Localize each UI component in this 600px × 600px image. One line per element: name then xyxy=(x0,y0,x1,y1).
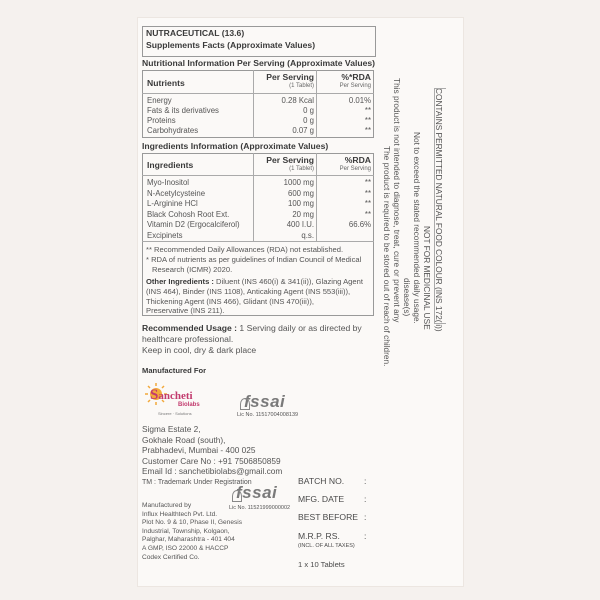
vertical-disclaimer: This product is not intended to diagnose, treat, cure or prevent any xyxy=(392,78,402,323)
batch-no-label: BATCH NO. xyxy=(298,476,345,486)
ingredients-col-rda: %RDA xyxy=(344,155,371,165)
ingredients-col-serving: Per Serving xyxy=(266,155,314,165)
mfg-date-label: MFG. DATE xyxy=(298,494,345,504)
address-line2: Gokhale Road (south), xyxy=(142,434,226,445)
address-line1: Sigma Estate 2, xyxy=(142,424,201,434)
table-row xyxy=(147,106,371,116)
cell-rda: 66.6% xyxy=(348,220,371,229)
email: Email Id : sanchetibiolabs@gmail.com xyxy=(142,466,283,476)
cell-rda: ** xyxy=(364,126,371,135)
ingredients-col-rda-sub: Per Serving xyxy=(339,166,371,172)
address-block xyxy=(142,424,282,488)
nutrition-title: Nutritional Information Per Serving (Approximate Values) xyxy=(142,58,376,68)
fssai-arc-icon xyxy=(240,398,250,410)
cell-name: Black Cohosh Root Ext. xyxy=(147,209,230,219)
manufacturer-address-3: Palghar, Maharashtra - 401 404 xyxy=(142,536,235,544)
cell-name: Myo-Inositol xyxy=(147,178,190,187)
rda-guideline-2: Research (ICMR) 2020. xyxy=(152,265,233,274)
mfg-colon: : xyxy=(364,494,367,504)
cell-serving: 20 mg xyxy=(292,209,314,219)
cell-serving: 600 mg xyxy=(287,188,314,198)
ingredients-col-serving-sub: (1 Tablet) xyxy=(289,166,314,172)
ingredients-rows xyxy=(147,178,371,241)
table-row xyxy=(147,231,371,242)
table-row xyxy=(147,116,371,126)
rda-guideline-1: * RDA of nutrients as per guidelines of Indian Council of Medical xyxy=(146,255,362,264)
header-line2: Supplements Facts (Approximate Values) xyxy=(146,40,316,50)
ingredients-col-name: Ingredients xyxy=(147,160,194,170)
other-ingredients xyxy=(146,277,363,286)
cell-rda: ** xyxy=(364,116,371,125)
table-row xyxy=(147,189,371,200)
mrp-label: M.R.P. RS. xyxy=(298,531,340,541)
customer-care: Customer Care No : +91 7506850859 xyxy=(142,455,281,466)
rda-note: ** Recommended Daily Allowances (RDA) not established. xyxy=(146,245,344,254)
brand-logo xyxy=(144,380,204,418)
fssai-logo-2: fssai xyxy=(236,483,278,502)
manufactured-by-label: Manufactured by xyxy=(142,502,192,509)
nutrition-col-serving: Per Serving xyxy=(266,72,314,82)
manufacturer-name: Influx Healthtech Pvt. Ltd. xyxy=(142,510,218,518)
cell-rda: ** xyxy=(364,106,371,115)
cell-serving: 100 mg xyxy=(287,199,314,208)
ingredients-title: Ingredients Information (Approximate Values) xyxy=(142,141,329,151)
mrp-incl-taxes: (INCL. OF ALL TAXES) xyxy=(298,543,355,549)
other-ingredients-label: Other Ingredients : xyxy=(146,277,214,286)
certification-1: A GMP, ISO 22000 & HACCP xyxy=(142,544,229,552)
table-row xyxy=(147,178,371,189)
nutrition-col-rda: %*RDA xyxy=(341,72,371,82)
manufacturer-address-2: Industrial, Township, Kolgaon, xyxy=(142,527,230,535)
storage-instruction: Keep in cool, dry & dark place xyxy=(142,345,257,355)
usage-label: Recommended Usage : xyxy=(142,323,238,333)
table-row xyxy=(147,220,371,231)
cell-rda: 0.01% xyxy=(348,96,371,105)
pack-size: 1 x 10 Tablets xyxy=(298,560,345,569)
cell-name: Proteins xyxy=(147,116,176,125)
table-row xyxy=(147,199,371,210)
vertical-disclaimer-2: disease(s) xyxy=(402,278,412,317)
manufacturer-address-1: Plot No. 9 & 10, Phase II, Genesis xyxy=(142,519,243,527)
nutrition-col-name: Nutrients xyxy=(147,78,185,88)
cell-serving: 0.07 g xyxy=(292,126,314,135)
brand-name-rest: ancheti xyxy=(158,390,193,402)
cell-name: N-Acetylcysteine xyxy=(147,188,206,198)
vertical-usage-limit: Not to exceed the stated recommended daily usage. xyxy=(412,132,422,324)
best-colon: : xyxy=(364,512,367,522)
cell-name: Fats & its derivatives xyxy=(147,106,219,115)
table-row xyxy=(147,126,371,136)
address-line3: Prabhadevi, Mumbai - 400 025 xyxy=(142,445,256,455)
cell-serving: 1000 mg xyxy=(283,178,314,187)
vertical-food-colour: CONTAINS PERMITTED NATURAL FOOD COLOUR (INS 172(ii)) xyxy=(434,88,444,332)
cell-name: Carbohydrates xyxy=(147,126,199,135)
manufactured-by-block xyxy=(142,502,242,562)
other-ingredients-1: Diluent (INS 460(i) & 341(ii)), Glazing Agent xyxy=(213,277,363,286)
batch-colon: : xyxy=(364,476,367,486)
certification-2: Codex Certified Co. xyxy=(142,553,200,561)
fssai-logo-1: fssai xyxy=(244,392,286,411)
cell-rda: ** xyxy=(364,178,371,187)
cell-serving: 400 I.U. xyxy=(286,220,314,229)
cell-serving: 0 g xyxy=(303,106,314,115)
cell-name: Energy xyxy=(147,96,172,105)
brand-initial: S xyxy=(150,387,159,403)
cell-serving: 0 g xyxy=(303,116,314,125)
other-ingredients-4: Preservative (INS 211). xyxy=(146,306,225,315)
vertical-storage-note: The product is required to be stored out of reach of children. xyxy=(382,146,392,367)
cell-name: Vitamin D2 (Ergocalciferol) xyxy=(147,220,240,229)
fssai-lic-2: Lic No. 11521999000002 xyxy=(229,505,291,511)
best-before-label: BEST BEFORE xyxy=(298,512,359,522)
table-row xyxy=(147,210,371,221)
vertical-not-medicinal: NOT FOR MEDICINAL USE xyxy=(422,226,432,330)
nutrition-col-rda-sub: Per Serving xyxy=(339,83,371,89)
other-ingredients-3: Thickening Agent (INS 466), Glidant (INS 470(iii)), xyxy=(146,297,314,306)
food-colour-box xyxy=(434,88,446,324)
fssai-lic-1: Lic No. 11517004008139 xyxy=(237,412,299,418)
cell-rda: ** xyxy=(364,209,371,219)
nutrition-col-serving-sub: (1 Tablet) xyxy=(289,83,314,89)
nutrition-rows xyxy=(147,96,371,136)
brand-sub: Biolabs xyxy=(178,402,200,408)
cell-rda: ** xyxy=(364,199,371,208)
mrp-colon: : xyxy=(364,531,367,541)
usage-text-1: 1 Serving daily or as directed by xyxy=(237,323,362,333)
manufactured-for-label: Manufactured For xyxy=(142,366,207,375)
header-line1: NUTRACEUTICAL (13.6) xyxy=(146,28,245,38)
fssai-arc-icon xyxy=(232,490,242,502)
table-row xyxy=(147,96,371,106)
cell-name: Excipinets xyxy=(147,230,183,240)
cell-serving: q.s. xyxy=(301,230,314,240)
brand-tagline: Sincere · Solutions xyxy=(158,411,192,416)
other-ingredients-2: (INS 464), Binder (INS 1108), Anticaking Agent (INS 553(iii)), xyxy=(146,287,351,296)
trademark-note: TM : Trademark Under Registration xyxy=(142,478,252,486)
cell-name: L-Arginine HCl xyxy=(147,199,198,208)
usage-text-2: healthcare professional. xyxy=(142,334,234,344)
recommended-usage xyxy=(142,323,362,333)
cell-rda: ** xyxy=(364,188,371,198)
cell-serving: 0.28 Kcal xyxy=(281,96,314,105)
